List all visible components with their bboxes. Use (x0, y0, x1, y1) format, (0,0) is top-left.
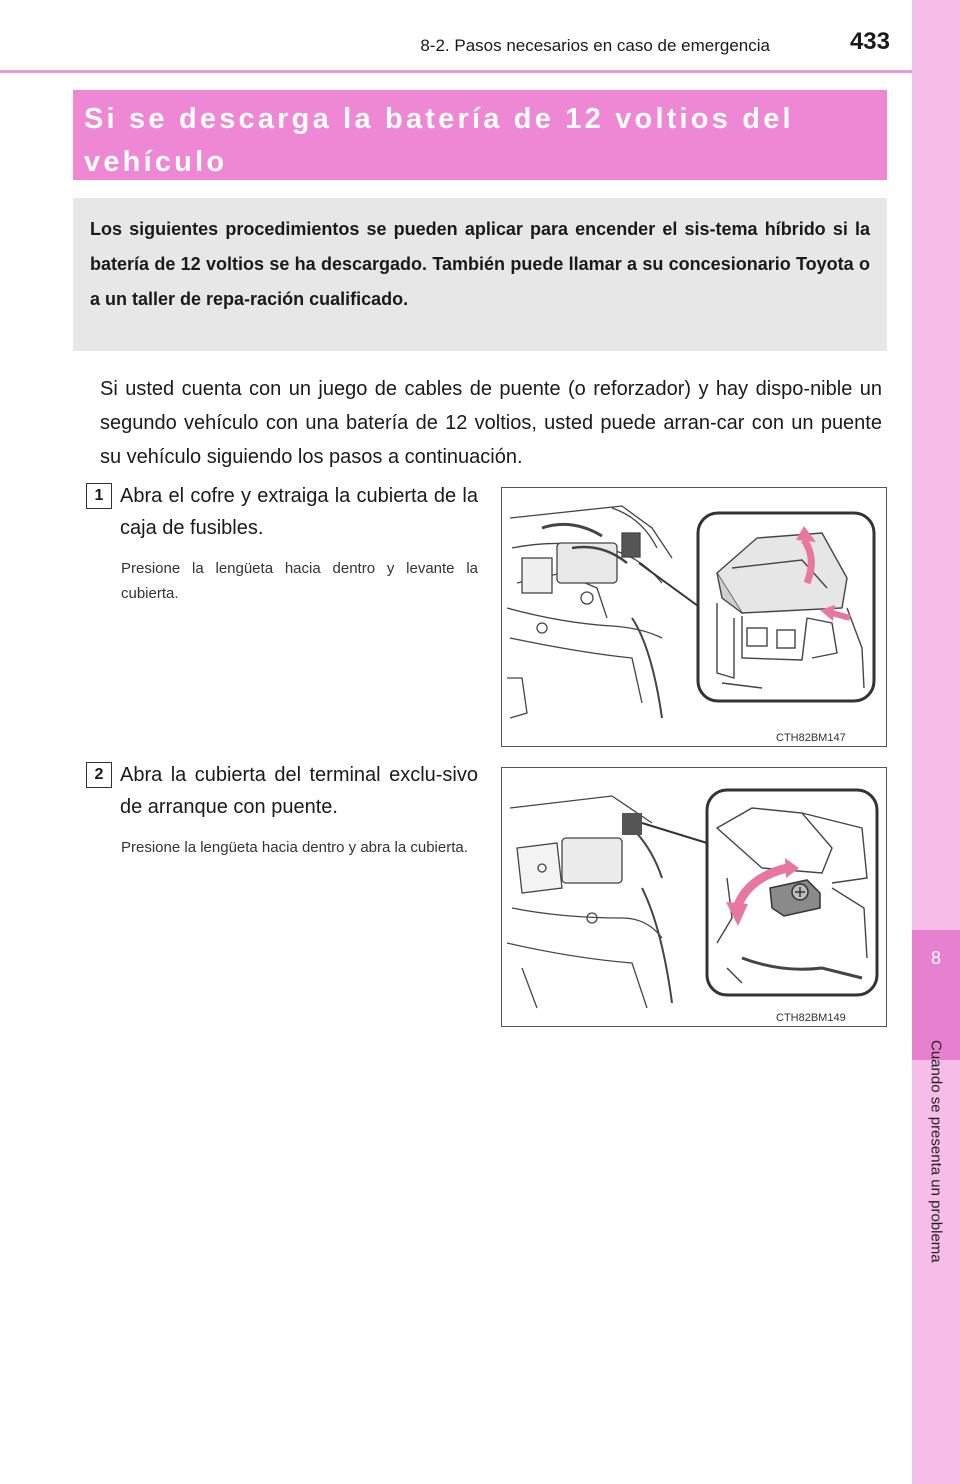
page-title: Si se descarga la batería de 12 voltios del vehículo (84, 103, 794, 178)
header-section-title: 8-2. Pasos necesarios en caso de emergencia (420, 36, 770, 55)
step-1-figure (501, 487, 887, 747)
page-number: 433 (849, 28, 890, 55)
step-2-note: Presione la lengüeta hacia dentro y abra la cubierta. (121, 839, 468, 856)
step-2-badge: 2 (86, 762, 112, 788)
step-1-title: Abra el cofre y extraiga la cubierta de la caja de fusibles. (120, 485, 478, 539)
fuse-box-illustration (502, 488, 887, 747)
step-2-figure-code: CTH82BM149 (776, 1012, 846, 1024)
step-2-title: Abra la cubierta del terminal exclu-sivo de arranque con puente. (120, 764, 478, 818)
header-rule (0, 70, 912, 73)
step-1-badge: 1 (86, 483, 112, 509)
intro-text: Los siguientes procedimientos se pueden aplicar para encender el sis-tema híbrido si la batería de 12 voltios se ha descargado. También puede llamar a su concesionario Toyota o a un taller de repa-ración cualificado. (90, 219, 870, 309)
step-1-figure-code: CTH82BM147 (776, 732, 846, 744)
step-1-note: Presione la lengüeta hacia dentro y levante la cubierta. (121, 560, 478, 602)
jump-start-terminal-illustration (502, 768, 887, 1027)
chapter-number: 8 (930, 948, 941, 968)
chapter-title-vertical (916, 1040, 956, 1340)
body-paragraph: Si usted cuenta con un juego de cables de puente (o reforzador) y hay dispo-nible un segundo vehículo con una batería de 12 voltios, usted puede arran-car con un puente su vehículo siguiendo los pasos a continuación. (100, 378, 882, 468)
step-2-figure (501, 767, 887, 1027)
chapter-title: Cuando se presenta un problema (927, 1040, 945, 1263)
